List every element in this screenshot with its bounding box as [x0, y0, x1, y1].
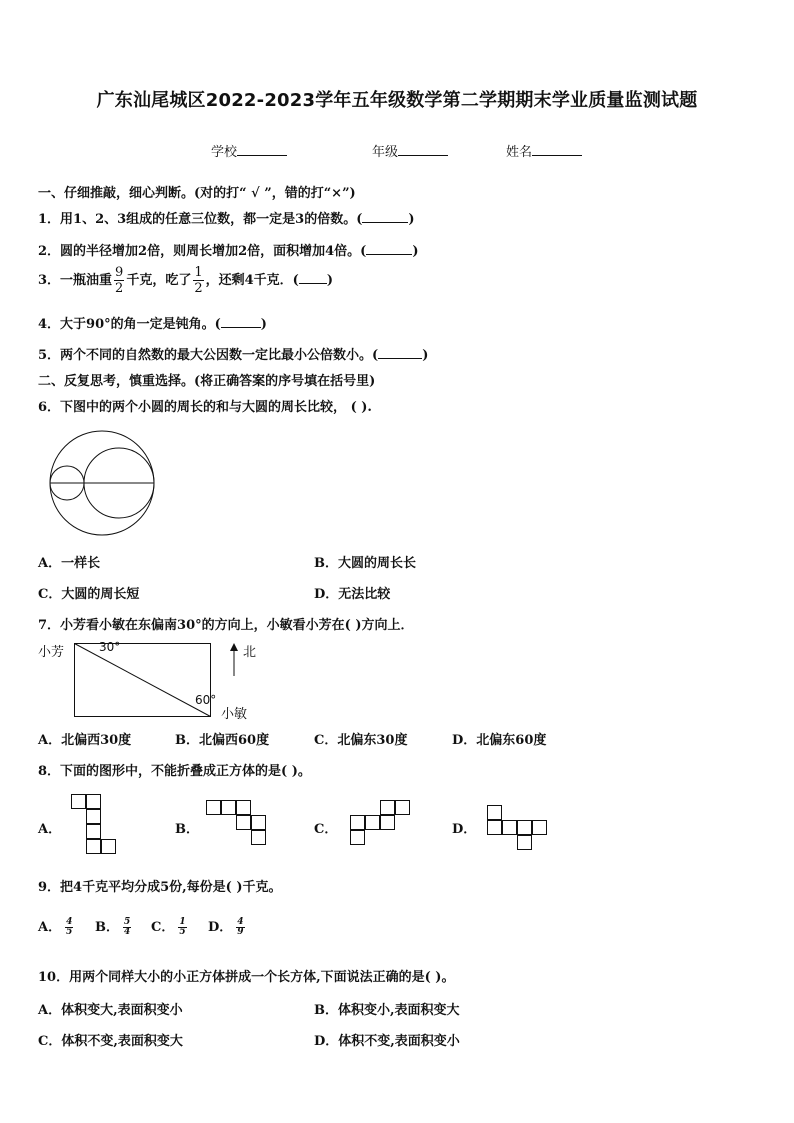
fraction-1-2: $\frac{1}{2}$	[194, 265, 203, 296]
answer-blank-1[interactable]	[362, 210, 408, 223]
q10-option-a[interactable]: A．体积变大,表面积变小	[38, 1003, 183, 1018]
label-angle-60: 60°	[195, 693, 217, 707]
direction-figure	[74, 643, 249, 723]
q7-option-b[interactable]: B．北偏西60度	[175, 733, 270, 748]
q7-option-d[interactable]: D．北偏东60度	[452, 733, 547, 748]
section2-heading: 二、反复思考，慎重选择。(将正确答案的序号填在括号里)	[38, 374, 376, 389]
q8-option-d[interactable]: D．	[452, 822, 477, 837]
question-7: 7．小芳看小敏在东偏南30°的方向上，小敏看小芳在( )方向上．	[38, 618, 414, 633]
question-3: 3．一瓶油重 $\frac{9}{2}$ 千克，吃了 $\frac{1}{2}$ ，还剩4千克．( )	[38, 265, 333, 296]
q6-option-d[interactable]: D．无法比较	[314, 587, 391, 602]
q9-option-d[interactable]: D． $\frac{4}{9}$	[208, 917, 244, 937]
north-arrow-head	[230, 643, 238, 651]
question-6: 6．下图中的两个小圆的周长的和与大圆的周长比较， ( ).	[38, 400, 372, 415]
label-xiaomin: 小敏	[221, 707, 248, 722]
q8-option-a[interactable]: A．	[38, 822, 62, 837]
q10-option-c[interactable]: C．体积不变,表面积变大	[38, 1034, 183, 1049]
answer-blank-3[interactable]	[299, 271, 327, 284]
answer-blank-4[interactable]	[221, 315, 261, 328]
page-title: 广东汕尾城区2022-2023学年五年级数学第二学期期末学业质量监测试题	[96, 90, 698, 111]
q9-option-b[interactable]: B． $\frac{5}{4}$	[95, 917, 131, 937]
q10-option-d[interactable]: D．体积不变,表面积变小	[314, 1034, 460, 1049]
school-blank[interactable]	[237, 143, 287, 156]
answer-blank-2[interactable]	[366, 242, 412, 255]
q10-option-b[interactable]: B．体积变小,表面积变大	[314, 1003, 460, 1018]
question-5: 5．两个不同的自然数的最大公因数一定比最小公倍数小。( )	[38, 348, 429, 363]
q9-option-c[interactable]: C． $\frac{1}{5}$	[151, 917, 186, 937]
q6-option-c[interactable]: C．大圆的周长短	[38, 587, 140, 602]
grade-blank[interactable]	[398, 143, 448, 156]
question-2: 2．圆的半径增加2倍，则周长增加2倍，面积增加4倍。( )	[38, 244, 419, 259]
label-xiaofang: 小芳	[38, 645, 65, 660]
q9-option-a[interactable]: A． $\frac{4}{5}$	[38, 917, 73, 937]
school-field	[211, 141, 287, 160]
section1-heading: 一、仔细推敲，细心判断。(对的打“ √ ”，错的打“×”)	[38, 186, 356, 201]
circles-figure	[45, 430, 165, 540]
name-blank[interactable]	[532, 143, 582, 156]
q8-option-c[interactable]: C．	[314, 822, 338, 837]
q7-option-c[interactable]: C．北偏东30度	[314, 733, 408, 748]
question-9: 9．把4千克平均分成5份,每份是( )千克。	[38, 880, 282, 895]
name-field	[506, 141, 582, 160]
grade-field	[372, 141, 448, 160]
name-label: 姓名	[506, 145, 533, 160]
q7-option-a[interactable]: A．北偏西30度	[38, 733, 132, 748]
direction-diagonal	[75, 644, 211, 717]
answer-blank-5[interactable]	[378, 346, 422, 359]
question-1: 1．用1、2、3组成的任意三位数，都一定是3的倍数。( )	[38, 212, 415, 227]
label-angle-30: 30°	[99, 640, 121, 654]
question-8: 8．下面的图形中，不能折叠成正方体的是( )。	[38, 764, 311, 779]
question-10: 10．用两个同样大小的小正方体拼成一个长方体,下面说法正确的是( )。	[38, 970, 455, 985]
q6-option-b[interactable]: B．大圆的周长长	[314, 556, 416, 571]
fraction-9-2: $\frac{9}{2}$	[115, 265, 124, 296]
school-label: 学校	[211, 145, 238, 160]
q6-option-a[interactable]: A．一样长	[38, 556, 101, 571]
grade-label: 年级	[372, 145, 399, 160]
q8-option-b[interactable]: B．	[175, 822, 199, 837]
label-north: 北	[243, 645, 257, 660]
question-4: 4．大于90°的角一定是钝角。( )	[38, 317, 267, 332]
